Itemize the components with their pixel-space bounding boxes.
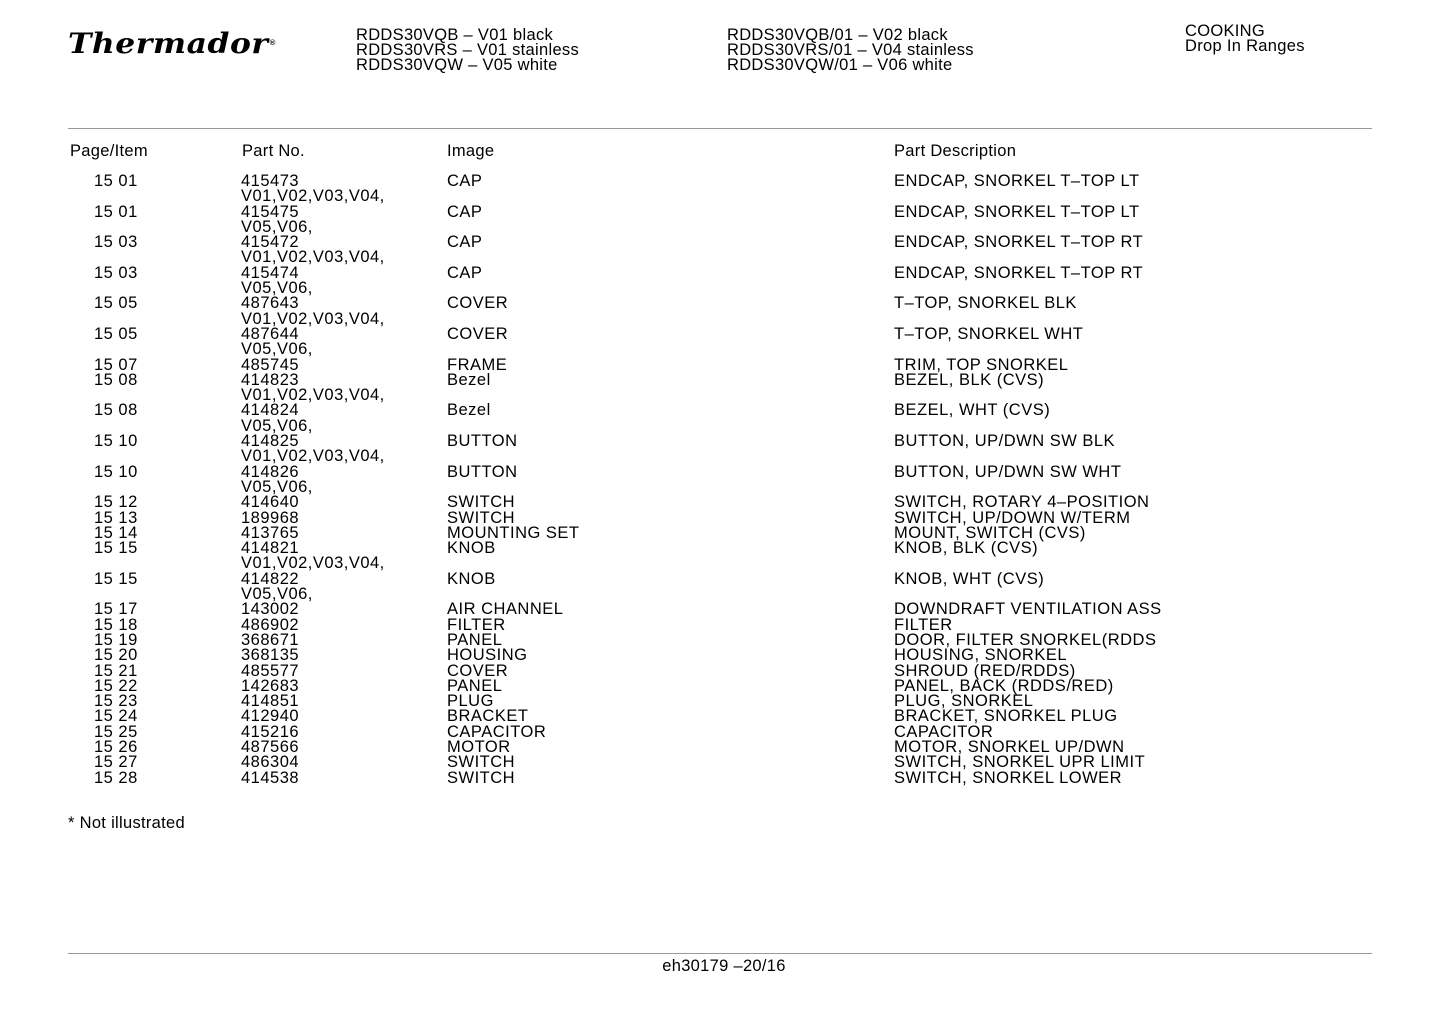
part-number-cell: 414823 [241, 370, 300, 389]
page-item-cell: 15 10 [94, 462, 138, 481]
part-number-cell: 486902 [241, 615, 300, 634]
description-cell: BRACKET, SNORKEL PLUG [894, 707, 1118, 726]
page-item-cell: 15 01 [94, 172, 138, 190]
page-item-cell: 15 14 [94, 523, 138, 542]
page-item-cell: 15 08 [94, 401, 138, 420]
image-cell: PLUG [447, 692, 494, 711]
table-row [0, 370, 1442, 405]
page-item-cell: 15 27 [94, 753, 138, 772]
part-number-cell: 412940 [241, 707, 300, 726]
table-row [0, 296, 1442, 327]
image-cell: MOTOR [447, 737, 511, 756]
description-cell: TRIM, TOP SNORKEL [894, 355, 1069, 374]
model-line: RDDS30VRS/01 – V04 stainless [727, 41, 974, 59]
part-number-cell: 414538 [241, 768, 300, 787]
page-item-cell: 15 28 [94, 768, 138, 787]
part-number-cell: 142683 [241, 676, 300, 695]
model-list-left [356, 28, 579, 73]
part-number-cell: 487566 [241, 737, 300, 756]
table-row [0, 434, 1442, 465]
table-row [0, 648, 1442, 663]
image-cell: BRACKET [447, 707, 529, 726]
description-cell: SWITCH, SNORKEL LOWER [894, 768, 1123, 787]
table-row [0, 676, 1442, 695]
part-number-cell: 415475 [241, 202, 300, 221]
part-number-cell: 487644 [241, 324, 300, 343]
table-row [0, 722, 1442, 741]
table-row [0, 661, 1442, 680]
table-row [0, 694, 1442, 709]
category-title: COOKING [1185, 22, 1266, 40]
page-item-cell: 15 21 [94, 661, 138, 680]
page-item-cell: 15 23 [94, 692, 138, 711]
part-number-cell: 414824 [241, 401, 300, 420]
part-number-cell: 414640 [241, 493, 300, 512]
description-cell: BEZEL, WHT (CVS) [894, 401, 1051, 420]
image-cell: Bezel [447, 370, 491, 389]
part-number-cell: 415474 [241, 263, 300, 282]
image-cell: COVER [447, 294, 509, 313]
image-cell: BUTTON [447, 462, 518, 481]
model-line: RDDS30VQW – V05 white [356, 56, 558, 74]
page-item-cell: 15 15 [94, 539, 138, 558]
page-item-cell: 15 13 [94, 508, 138, 527]
image-cell: CAPACITOR [447, 722, 547, 741]
description-cell: MOUNT, SWITCH (CVS) [894, 523, 1086, 542]
column-header-page-item: Page/Item [70, 142, 148, 160]
image-cell: CAP [447, 263, 483, 282]
version-note-cell: V05,V06, [241, 279, 313, 298]
image-cell: FILTER [447, 615, 506, 634]
description-cell: MOTOR, SNORKEL UP/DWN [894, 737, 1125, 756]
version-note-cell: V01,V02,V03,V04, [241, 386, 385, 405]
footer-divider [68, 953, 1372, 954]
description-cell: PLUG, SNORKEL [894, 692, 1034, 711]
part-number-cell: 368671 [241, 630, 300, 649]
table-row [0, 630, 1442, 649]
image-cell: CAP [447, 202, 483, 221]
table-row [0, 355, 1442, 374]
table-row [0, 768, 1442, 787]
page-item-cell: 15 25 [94, 722, 138, 741]
page-item-cell: 15 20 [94, 646, 138, 665]
version-note-cell: V05,V06, [241, 340, 313, 359]
part-number-cell: 415473 [241, 172, 300, 190]
part-number-cell: 143002 [241, 600, 300, 619]
description-cell: SWITCH, UP/DOWN W/TERM [894, 508, 1131, 527]
image-cell: KNOB [447, 569, 496, 588]
part-number-cell: 413765 [241, 523, 300, 542]
description-cell: ENDCAP, SNORKEL T–TOP LT [894, 202, 1140, 221]
table-row [0, 508, 1442, 527]
part-number-cell: 487643 [241, 294, 300, 313]
page-item-cell: 15 22 [94, 676, 138, 695]
page-item-cell: 15 26 [94, 737, 138, 756]
table-row [0, 235, 1442, 266]
footnote: * Not illustrated [68, 814, 185, 832]
image-cell: BUTTON [447, 432, 518, 451]
version-note-cell: V05,V06, [241, 416, 313, 435]
column-header-description: Part Description [894, 142, 1017, 160]
image-cell: MOUNTING SET [447, 523, 580, 542]
table-row [0, 174, 1442, 205]
version-note-cell: V01,V02,V03,V04, [241, 187, 385, 206]
version-note-cell: V01,V02,V03,V04, [241, 248, 385, 267]
description-cell: SWITCH, ROTARY 4–POSITION [894, 493, 1150, 512]
page-item-cell: 15 07 [94, 355, 138, 374]
table-row [0, 495, 1442, 510]
page-item-cell: 15 03 [94, 263, 138, 282]
image-cell: PANEL [447, 630, 503, 649]
model-line: RDDS30VQW/01 – V06 white [727, 56, 953, 74]
part-number-cell: 414825 [241, 432, 300, 451]
brand-name: Thermador [68, 27, 269, 60]
description-cell: CAPACITOR [894, 722, 994, 741]
image-cell: KNOB [447, 539, 496, 558]
description-cell: KNOB, WHT (CVS) [894, 569, 1045, 588]
model-list-right [727, 28, 974, 73]
image-cell: AIR CHANNEL [447, 600, 564, 619]
page-item-cell: 15 12 [94, 493, 138, 512]
part-number-cell: 414851 [241, 692, 300, 711]
part-number-cell: 485745 [241, 355, 300, 374]
description-cell: BUTTON, UP/DWN SW BLK [894, 432, 1116, 451]
image-cell: PANEL [447, 676, 503, 695]
image-cell: FRAME [447, 355, 508, 374]
table-row [0, 755, 1442, 770]
image-cell: COVER [447, 661, 509, 680]
model-line: RDDS30VRS – V01 stainless [356, 41, 580, 59]
part-number-cell: 415216 [241, 722, 300, 741]
table-row [0, 737, 1442, 756]
part-number-cell: 414826 [241, 462, 300, 481]
image-cell: SWITCH [447, 768, 516, 787]
header-divider [68, 128, 1372, 129]
column-header-image: Image [447, 142, 495, 160]
page-item-cell: 15 19 [94, 630, 138, 649]
page-item-cell: 15 05 [94, 294, 138, 313]
page-item-cell: 15 17 [94, 600, 138, 619]
image-cell: HOUSING [447, 646, 528, 665]
description-cell: DOWNDRAFT VENTILATION ASS [894, 600, 1162, 619]
image-cell: COVER [447, 324, 509, 343]
page-item-cell: 15 03 [94, 233, 138, 252]
part-number-cell: 485577 [241, 661, 300, 680]
part-number-cell: 414821 [241, 539, 300, 558]
description-cell: ENDCAP, SNORKEL T–TOP RT [894, 233, 1144, 252]
description-cell: T–TOP, SNORKEL WHT [894, 324, 1084, 343]
table-row [0, 263, 1442, 298]
table-row [0, 324, 1442, 359]
table-row [0, 462, 1442, 496]
description-cell: SWITCH, SNORKEL UPR LIMIT [894, 753, 1146, 772]
parts-table [0, 174, 1442, 786]
table-row [0, 569, 1442, 604]
version-note-cell: V05,V06, [241, 217, 313, 236]
description-cell: BEZEL, BLK (CVS) [894, 370, 1045, 389]
table-row [0, 602, 1442, 617]
image-cell: SWITCH [447, 493, 516, 512]
description-cell: BUTTON, UP/DWN SW WHT [894, 462, 1122, 481]
table-row [0, 523, 1442, 542]
column-header-part-no: Part No. [242, 142, 305, 160]
product-category [1185, 24, 1305, 54]
image-cell: Bezel [447, 401, 491, 420]
part-number-cell: 486304 [241, 753, 300, 772]
version-note-cell: V01,V02,V03,V04, [241, 309, 385, 328]
table-row [0, 709, 1442, 724]
description-cell: SHROUD (RED/RDDS) [894, 661, 1076, 680]
image-cell: CAP [447, 172, 483, 190]
image-cell: CAP [447, 233, 483, 252]
table-row [0, 202, 1442, 236]
page-item-cell: 15 18 [94, 615, 138, 634]
version-note-cell: V01,V02,V03,V04, [241, 447, 385, 466]
description-cell: ENDCAP, SNORKEL T–TOP RT [894, 263, 1144, 282]
description-cell: KNOB, BLK (CVS) [894, 539, 1039, 558]
part-number-cell: 415472 [241, 233, 300, 252]
image-cell: SWITCH [447, 753, 516, 772]
model-line: RDDS30VQB/01 – V02 black [727, 26, 948, 44]
version-note-cell: V05,V06, [241, 477, 313, 496]
category-subtitle: Drop In Ranges [1185, 37, 1305, 55]
part-number-cell: 368135 [241, 646, 300, 665]
version-note-cell: V01,V02,V03,V04, [241, 554, 385, 573]
table-row [0, 615, 1442, 634]
image-cell: SWITCH [447, 508, 516, 527]
description-cell: ENDCAP, SNORKEL T–TOP LT [894, 172, 1140, 190]
page-item-cell: 15 01 [94, 202, 138, 221]
page-item-cell: 15 05 [94, 324, 138, 343]
registered-mark: ® [269, 40, 277, 47]
description-cell: DOOR, FILTER SNORKEL(RDDS [894, 630, 1157, 649]
description-cell: HOUSING, SNORKEL [894, 646, 1068, 665]
model-line: RDDS30VQB – V01 black [356, 26, 554, 44]
page-item-cell: 15 24 [94, 707, 138, 726]
page-item-cell: 15 15 [94, 569, 138, 588]
table-row [0, 541, 1442, 572]
description-cell: PANEL, BACK (RDDS/RED) [894, 676, 1114, 695]
page-item-cell: 15 08 [94, 370, 138, 389]
table-row [0, 403, 1442, 434]
description-cell: T–TOP, SNORKEL BLK [894, 294, 1077, 313]
part-number-cell: 414822 [241, 569, 300, 588]
document-code: eh30179 –20/16 [662, 957, 786, 975]
version-note-cell: V05,V06, [241, 585, 313, 604]
description-cell: FILTER [894, 615, 953, 634]
page-item-cell: 15 10 [94, 432, 138, 451]
thermador-logo [68, 26, 276, 62]
part-number-cell: 189968 [241, 508, 300, 527]
